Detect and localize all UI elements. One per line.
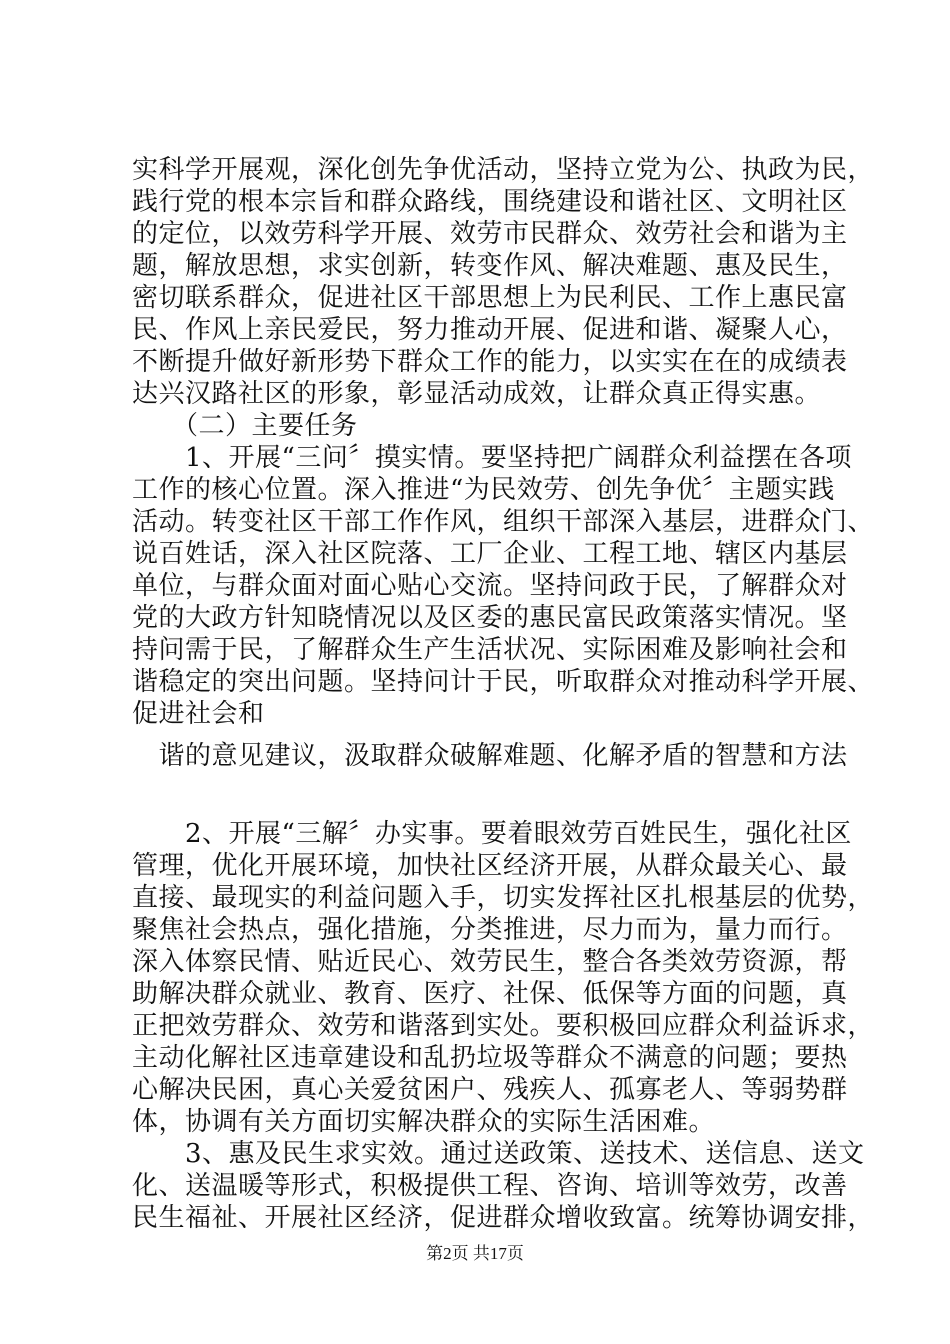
paragraph-block-c — [132, 818, 875, 1234]
text-line: 促进社会和 — [132, 699, 265, 729]
text-line: 体，协调有关方面切实解决群众的实际生活困难。 — [132, 1107, 716, 1137]
text-line: 1、开展“三问〞摸实情。要坚持把广阔群众利益摆在各项 — [132, 443, 852, 473]
text-line: 党的大政方针知晓情况以及区委的惠民富民政策落实情况。坚 — [132, 603, 848, 633]
text-line: 说百姓话，深入社区院落、工厂企业、工程工地、辖区内基层 — [132, 539, 848, 569]
text-line: 化、送温暖等形式，积极提供工程、咨询、培训等效劳，改善 — [132, 1171, 848, 1201]
text-line: 心解决民困，真心关爱贫困户、残疾人、孤寡老人、等弱势群 — [132, 1075, 848, 1105]
text-line: 正把效劳群众、效劳和谐落到实处。要积极回应群众利益诉求， — [132, 1011, 875, 1041]
spacer — [132, 730, 832, 740]
text-line: 民生福祉、开展社区经济，促进群众增收致富。统筹协调安排， — [132, 1203, 875, 1233]
text-line: 2、开展“三解〞办实事。要着眼效劳百姓民生，强化社区 — [132, 819, 852, 849]
text-line: 题，解放思想，求实创新，转变作风、解决难题、惠及民生， — [132, 251, 848, 281]
text-line: 谐稳定的突出问题。坚持问计于民，听取群众对推动科学开展、 — [132, 667, 875, 697]
text-line: 助解决群众就业、教育、医疗、社保、低保等方面的问题，真 — [132, 979, 848, 1009]
text-line: 谐的意见建议，汲取群众破解难题、化解矛盾的智慧和方法 — [132, 741, 848, 771]
text-line: 深入体察民情、贴近民心、效劳民生，整合各类效劳资源，帮 — [132, 947, 848, 977]
text-line: 持问需于民，了解群众生产生活状况、实际困难及影响社会和 — [132, 635, 848, 665]
text-line: 不断提升做好新形势下群众工作的能力，以实实在在的成绩表 — [132, 347, 848, 377]
text-line: 实科学开展观，深化创先争优活动，坚持立党为公、执政为民， — [132, 155, 875, 185]
document-body — [132, 154, 875, 1234]
paragraph-block-a — [132, 154, 875, 730]
paragraph-block-b — [132, 740, 848, 772]
text-line: （二）主要任务 — [132, 411, 358, 441]
text-line: 3、惠及民生求实效。通过送政策、送技术、送信息、送文 — [132, 1139, 865, 1169]
text-line: 主动化解社区违章建设和乱扔垃圾等群众不满意的问题；要热 — [132, 1043, 848, 1073]
text-line: 聚焦社会热点，强化措施，分类推进，尽力而为，量力而行。 — [132, 915, 848, 945]
text-line: 的定位，以效劳科学开展、效劳市民群众、效劳社会和谐为主 — [132, 219, 848, 249]
page-number-footer: 第2页 共17页 — [426, 1244, 524, 1263]
text-line: 密切联系群众，促进社区干部思想上为民利民、工作上惠民富 — [132, 283, 848, 313]
text-line: 践行党的根本宗旨和群众路线，围绕建设和谐社区、文明社区 — [132, 187, 848, 217]
text-line: 管理，优化开展环境，加快社区经济开展，从群众最关心、最 — [132, 851, 848, 881]
text-line: 单位，与群众面对面心贴心交流。坚持问政于民，了解群众对 — [132, 571, 848, 601]
text-line: 活动。转变社区干部工作作风，组织干部深入基层，进群众门、 — [132, 507, 875, 537]
text-line: 达兴汉路社区的形象，彰显活动成效，让群众真正得实惠。 — [132, 379, 822, 409]
text-line: 工作的核心位置。深入推进“为民效劳、创先争优〞主题实践 — [132, 475, 835, 505]
text-line: 民、作风上亲民爱民，努力推动开展、促进和谐、凝聚人心， — [132, 315, 848, 345]
spacer — [132, 772, 832, 818]
text-line: 直接、最现实的利益问题入手，切实发挥社区扎根基层的优势， — [132, 883, 875, 913]
